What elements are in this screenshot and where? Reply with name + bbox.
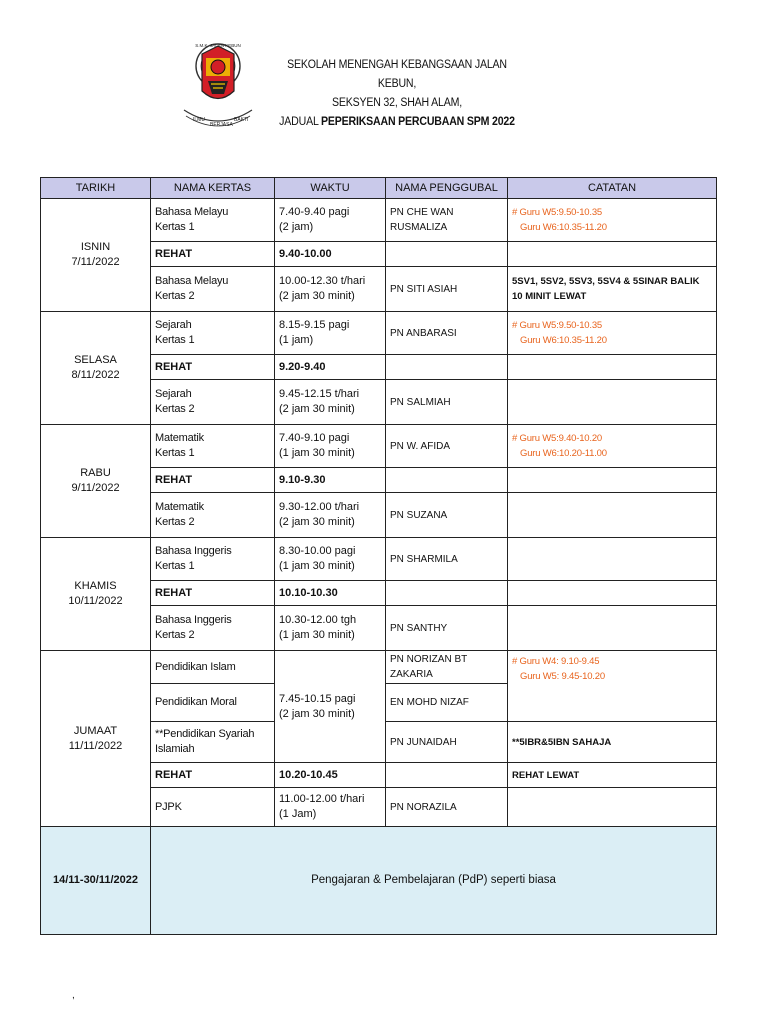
day-cell-isnin: ISNIN 7/11/2022 — [41, 199, 151, 312]
teacher-cell: PN NORAZILA — [386, 788, 508, 827]
empty-cell — [508, 355, 717, 380]
time-cell: 8.30-10.00 pagi (1 jam 30 minit) — [275, 538, 386, 581]
empty-cell — [386, 242, 508, 267]
col-waktu: WAKTU — [275, 178, 386, 199]
time-cell: 11.00-12.00 t/hari (1 Jam) — [275, 788, 386, 827]
table-header-row — [41, 178, 717, 199]
empty-cell — [386, 581, 508, 606]
paper-cell: Pendidikan Moral — [151, 684, 275, 722]
empty-cell — [508, 380, 717, 425]
teacher-cell: PN ANBARASI — [386, 312, 508, 355]
table-row — [41, 199, 717, 242]
paper-cell: Bahasa Melayu Kertas 2 — [151, 267, 275, 312]
paper-cell: Matematik Kertas 2 — [151, 493, 275, 538]
paper-cell: Pendidikan Islam — [151, 651, 275, 684]
time-cell: 7.40-9.40 pagi (2 jam) — [275, 199, 386, 242]
time-cell-shared: 7.45-10.15 pagi (2 jam 30 minit) — [275, 651, 386, 763]
svg-text:ILMU: ILMU — [193, 117, 205, 123]
empty-cell — [508, 468, 717, 493]
period-cell: 14/11-30/11/2022 — [41, 827, 151, 935]
rehat-label: REHAT — [151, 468, 275, 493]
empty-cell — [508, 493, 717, 538]
svg-text:BERJASA: BERJASA — [210, 122, 233, 128]
time-cell: 9.30-12.00 t/hari (2 jam 30 minit) — [275, 493, 386, 538]
school-crest-logo — [178, 36, 258, 136]
paper-cell: Sejarah Kertas 2 — [151, 380, 275, 425]
empty-cell — [508, 538, 717, 581]
rehat-time: 9.20-9.40 — [275, 355, 386, 380]
teacher-cell: PN SITI ASIAH — [386, 267, 508, 312]
teacher-cell: PN W. AFIDA — [386, 425, 508, 468]
teacher-cell: PN NORIZAN BT ZAKARIA — [386, 651, 508, 684]
empty-cell — [508, 788, 717, 827]
teacher-cell: EN MOHD NIZAF — [386, 684, 508, 722]
paper-cell: Bahasa Melayu Kertas 1 — [151, 199, 275, 242]
table-row — [41, 425, 717, 468]
col-tarikh: TARIKH — [41, 178, 151, 199]
rehat-time: 9.40-10.00 — [275, 242, 386, 267]
school-address: SEKSYEN 32, SHAH ALAM, — [331, 97, 463, 109]
empty-cell — [386, 763, 508, 788]
note-cell: **5IBR&5IBN SAHAJA — [508, 722, 717, 763]
stray-mark: , — [72, 990, 75, 1001]
note-cell: # Guru W5:9.50-10.35 Guru W6:10.35-11.20 — [508, 199, 717, 242]
time-cell: 7.40-9.10 pagi (1 jam 30 minit) — [275, 425, 386, 468]
teacher-cell: PN SHARMILA — [386, 538, 508, 581]
pdp-note-cell: Pengajaran & Pembelajaran (PdP) seperti biasa — [151, 827, 717, 935]
table-row — [41, 827, 717, 935]
teacher-cell: PN SUZANA — [386, 493, 508, 538]
day-cell-khamis: KHAMIS 10/11/2022 — [41, 538, 151, 651]
time-cell: 8.15-9.15 pagi (1 jam) — [275, 312, 386, 355]
paper-cell: Matematik Kertas 1 — [151, 425, 275, 468]
day-cell-selasa: SELASA 8/11/2022 — [41, 312, 151, 425]
rehat-label: REHAT — [151, 581, 275, 606]
empty-cell — [386, 468, 508, 493]
svg-text:BAKTI: BAKTI — [234, 117, 249, 123]
day-cell-rabu: RABU 9/11/2022 — [41, 425, 151, 538]
table-row — [41, 312, 717, 355]
note-cell: # Guru W5:9.50-10.35 Guru W6:10.35-11.20 — [508, 312, 717, 355]
note-cell: REHAT LEWAT — [508, 763, 717, 788]
time-cell: 9.45-12.15 t/hari (2 jam 30 minit) — [275, 380, 386, 425]
paper-cell: **Pendidikan Syariah Islamiah — [151, 722, 275, 763]
rehat-label: REHAT — [151, 763, 275, 788]
time-cell: 10.00-12.30 t/hari (2 jam 30 minit) — [275, 267, 386, 312]
note-cell: # Guru W4: 9.10-9.45 Guru W5: 9.45-10.20 — [508, 651, 717, 722]
note-cell: 5SV1, 5SV2, 5SV3, 5SV4 & 5SINAR BALIK 10 MINIT LEWAT — [508, 267, 717, 312]
teacher-cell: PN SANTHY — [386, 606, 508, 651]
day-cell-jumaat: JUMAAT 11/11/2022 — [41, 651, 151, 827]
paper-cell: Sejarah Kertas 1 — [151, 312, 275, 355]
rehat-label: REHAT — [151, 242, 275, 267]
teacher-cell: PN JUNAIDAH — [386, 722, 508, 763]
teacher-cell: PN SALMIAH — [386, 380, 508, 425]
document-header — [273, 56, 521, 132]
rehat-time: 10.10-10.30 — [275, 581, 386, 606]
col-catatan: CATATAN — [508, 178, 717, 199]
school-name: SEKOLAH MENENGAH KEBANGSAAN JALAN KEBUN, — [287, 59, 507, 90]
document-title: JADUAL PEPERIKSAAN PERCUBAAN SPM 2022 — [279, 116, 515, 128]
rehat-time: 9.10-9.30 — [275, 468, 386, 493]
paper-cell: PJPK — [151, 788, 275, 827]
empty-cell — [508, 242, 717, 267]
table-row — [41, 651, 717, 684]
table-row — [41, 538, 717, 581]
empty-cell — [508, 606, 717, 651]
rehat-label: REHAT — [151, 355, 275, 380]
time-cell: 10.30-12.00 tgh (1 jam 30 minit) — [275, 606, 386, 651]
teacher-cell: PN CHE WAN RUSMALIZA — [386, 199, 508, 242]
paper-cell: Bahasa Inggeris Kertas 2 — [151, 606, 275, 651]
rehat-time: 10.20-10.45 — [275, 763, 386, 788]
col-nama-penggubal: NAMA PENGGUBAL — [386, 178, 508, 199]
paper-cell: Bahasa Inggeris Kertas 1 — [151, 538, 275, 581]
note-cell: # Guru W5:9.40-10.20 Guru W6:10.20-11.00 — [508, 425, 717, 468]
svg-text:S.M.K. JALAN KEBUN: S.M.K. JALAN KEBUN — [195, 43, 241, 48]
empty-cell — [508, 581, 717, 606]
col-nama-kertas: NAMA KERTAS — [151, 178, 275, 199]
empty-cell — [386, 355, 508, 380]
exam-schedule-table — [40, 177, 717, 935]
